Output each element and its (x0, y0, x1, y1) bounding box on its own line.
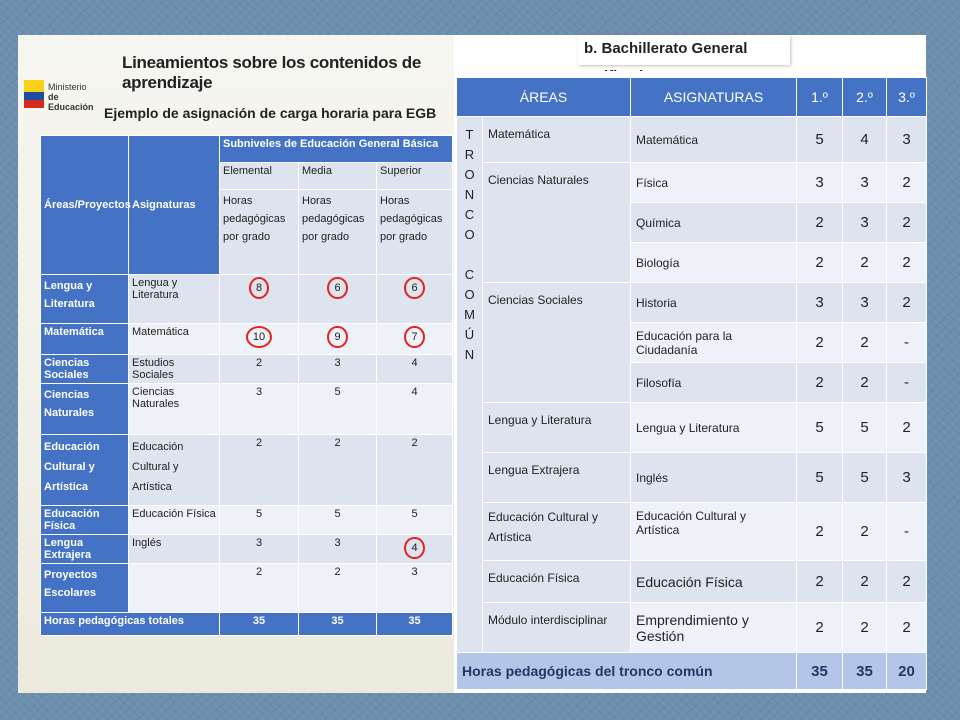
subject-cell: Ciencias Naturales (129, 384, 220, 435)
value-cell: 5 (220, 506, 299, 535)
subject-cell: Educación Física (631, 561, 797, 603)
value-cell: 5 (299, 506, 377, 535)
value-cell: 2 (843, 363, 887, 403)
highlight-circle: 8 (249, 277, 269, 299)
subject-cell: Lengua y Literatura (631, 403, 797, 453)
value-cell: 2 (887, 603, 927, 653)
highlight-circle: 9 (327, 326, 347, 348)
area-cell: Lengua Extrajera (41, 535, 129, 564)
highlight-circle: 10 (246, 326, 272, 348)
value-cell: 2 (843, 603, 887, 653)
subject-cell: Educación Cultural y Artística (129, 435, 220, 506)
value-cell: 4 (843, 117, 887, 163)
value-cell: 2 (843, 503, 887, 561)
subject-cell: Lengua y Literatura (129, 275, 220, 324)
value-cell: 3 (887, 453, 927, 503)
value-cell: 2 (887, 403, 927, 453)
total-row (41, 613, 453, 636)
value-cell: 2 (220, 355, 299, 384)
value-cell (220, 324, 299, 355)
header-grade-1: 1.º (797, 78, 843, 117)
header-superior: Superior (377, 163, 453, 190)
value-cell: 5 (797, 453, 843, 503)
header-horas-media: Horas pedagógicas por grado (299, 190, 377, 275)
value-cell: 2 (887, 243, 927, 283)
value-cell: 5 (843, 453, 887, 503)
value-cell: 2 (797, 203, 843, 243)
table-row (457, 163, 927, 203)
subject-cell: Matemática (129, 324, 220, 355)
table-row (457, 603, 927, 653)
header-asignaturas: Asignaturas (129, 136, 220, 275)
subject-cell: Emprendimiento y Gestión (631, 603, 797, 653)
total-label: Horas pedagógicas totales (41, 613, 220, 636)
slide (18, 35, 926, 693)
value-cell: 2 (797, 603, 843, 653)
header-areas: ÁREAS (457, 78, 631, 117)
value-cell: 3 (220, 535, 299, 564)
value-cell: 5 (377, 506, 453, 535)
total-value: 35 (797, 653, 843, 690)
header-subniveles: Subniveles de Educación General Básica (220, 136, 453, 163)
highlight-circle: 6 (327, 277, 347, 299)
header-grade-3: 3.º (887, 78, 927, 117)
area-cell: Lengua Extrajera (483, 453, 631, 503)
highlight-circle: 4 (404, 537, 424, 559)
value-cell (299, 275, 377, 324)
total-value: 35 (299, 613, 377, 636)
table-row (41, 324, 453, 355)
value-cell (299, 324, 377, 355)
total-value: 35 (843, 653, 887, 690)
table-row (457, 403, 927, 453)
value-cell: 2 (843, 561, 887, 603)
table-row (41, 506, 453, 535)
table-row (41, 564, 453, 613)
value-cell: 2 (797, 503, 843, 561)
table-row (457, 453, 927, 503)
subject-cell: Estudios Sociales (129, 355, 220, 384)
value-cell: 2 (220, 564, 299, 613)
area-cell: Lengua y Literatura (41, 275, 129, 324)
value-cell: 5 (299, 384, 377, 435)
value-cell: 3 (843, 163, 887, 203)
table-row (41, 355, 453, 384)
bgu-title: b. Bachillerato General (578, 35, 790, 65)
value-cell: 2 (299, 564, 377, 613)
value-cell (377, 324, 453, 355)
logo-text: Ministerio de Educación (48, 82, 94, 112)
table-row (41, 384, 453, 435)
value-cell: 2 (797, 561, 843, 603)
total-value: 20 (887, 653, 927, 690)
area-cell: Ciencias Sociales (41, 355, 129, 384)
tronco-comun-label: T R O N C O C O M Ú N (457, 117, 483, 653)
subject-cell: Filosofía (631, 363, 797, 403)
area-cell: Educación Cultural y Artística (41, 435, 129, 506)
subject-cell (129, 564, 220, 613)
value-cell: 2 (220, 435, 299, 506)
value-cell: 2 (887, 283, 927, 323)
area-cell: Educación Física (41, 506, 129, 535)
value-cell: 2 (843, 323, 887, 363)
ecuador-flag-icon (24, 80, 44, 108)
subject-cell: Matemática (631, 117, 797, 163)
value-cell: 3 (299, 355, 377, 384)
header-elemental: Elemental (220, 163, 299, 190)
subject-cell: Inglés (129, 535, 220, 564)
value-cell: 2 (887, 561, 927, 603)
value-cell: 2 (887, 203, 927, 243)
header-horas-elemental: Horas pedagógicas por grado (220, 190, 299, 275)
header-asignaturas: ASIGNATURAS (631, 78, 797, 117)
value-cell: 2 (797, 363, 843, 403)
value-cell: - (887, 503, 927, 561)
table-header-row (41, 136, 453, 163)
value-cell: 3 (843, 283, 887, 323)
value-cell: 5 (843, 403, 887, 453)
egb-panel (18, 35, 454, 693)
subject-cell: Educación Cultural y Artística (631, 503, 797, 561)
value-cell: - (887, 363, 927, 403)
subject-cell: Educación para la Ciudadanía (631, 323, 797, 363)
area-cell: Módulo interdisciplinar (483, 603, 631, 653)
header-areas: Áreas/Proyectos (41, 136, 129, 275)
area-cell: Ciencias Sociales (483, 283, 631, 403)
value-cell: 5 (797, 117, 843, 163)
value-cell: 2 (887, 163, 927, 203)
value-cell: 4 (377, 355, 453, 384)
value-cell: 3 (797, 163, 843, 203)
bgu-hours-table (456, 77, 927, 690)
value-cell: 3 (377, 564, 453, 613)
value-cell: - (887, 323, 927, 363)
value-cell: 2 (377, 435, 453, 506)
bgu-panel (456, 71, 926, 693)
table-row (457, 503, 927, 561)
value-cell: 2 (797, 243, 843, 283)
subject-cell: Historia (631, 283, 797, 323)
area-cell: Matemática (41, 324, 129, 355)
total-row (457, 653, 927, 690)
value-cell: 3 (887, 117, 927, 163)
ministerio-logo (24, 80, 104, 110)
subject-cell: Inglés (631, 453, 797, 503)
value-cell: 2 (299, 435, 377, 506)
total-value: 35 (377, 613, 453, 636)
table-row (457, 283, 927, 323)
value-cell (377, 535, 453, 564)
highlight-circle: 6 (404, 277, 424, 299)
value-cell: 4 (377, 384, 453, 435)
value-cell: 2 (843, 243, 887, 283)
table-row (41, 275, 453, 324)
total-label: Horas pedagógicas del tronco común (457, 653, 797, 690)
subject-cell: Educación Física (129, 506, 220, 535)
table-row (457, 117, 927, 163)
area-cell: Proyectos Escolares (41, 564, 129, 613)
value-cell: 3 (299, 535, 377, 564)
subject-cell: Química (631, 203, 797, 243)
subject-cell: Biología (631, 243, 797, 283)
highlight-circle: 7 (404, 326, 424, 348)
page-title: Lineamientos sobre los contenidos de aprendizaje (122, 53, 422, 92)
table-row (41, 435, 453, 506)
area-cell: Educación Física (483, 561, 631, 603)
value-cell: 3 (843, 203, 887, 243)
value-cell: 5 (797, 403, 843, 453)
subject-cell: Física (631, 163, 797, 203)
area-cell: Matemática (483, 117, 631, 163)
area-cell: Ciencias Naturales (483, 163, 631, 283)
table-subtitle: Ejemplo de asignación de carga horaria para EGB (104, 105, 437, 121)
area-cell: Lengua y Literatura (483, 403, 631, 453)
table-row (457, 561, 927, 603)
table-row (41, 535, 453, 564)
value-cell (220, 275, 299, 324)
value-cell (377, 275, 453, 324)
egb-hours-table (40, 135, 453, 636)
area-cell: Educación Cultural y Artística (483, 503, 631, 561)
header-grade-2: 2.º (843, 78, 887, 117)
value-cell: 3 (797, 283, 843, 323)
table-header-row (457, 78, 927, 117)
header-horas-superior: Horas pedagógicas por grado (377, 190, 453, 275)
header-media: Media (299, 163, 377, 190)
value-cell: 2 (797, 323, 843, 363)
value-cell: 3 (220, 384, 299, 435)
total-value: 35 (220, 613, 299, 636)
area-cell: Ciencias Naturales (41, 384, 129, 435)
